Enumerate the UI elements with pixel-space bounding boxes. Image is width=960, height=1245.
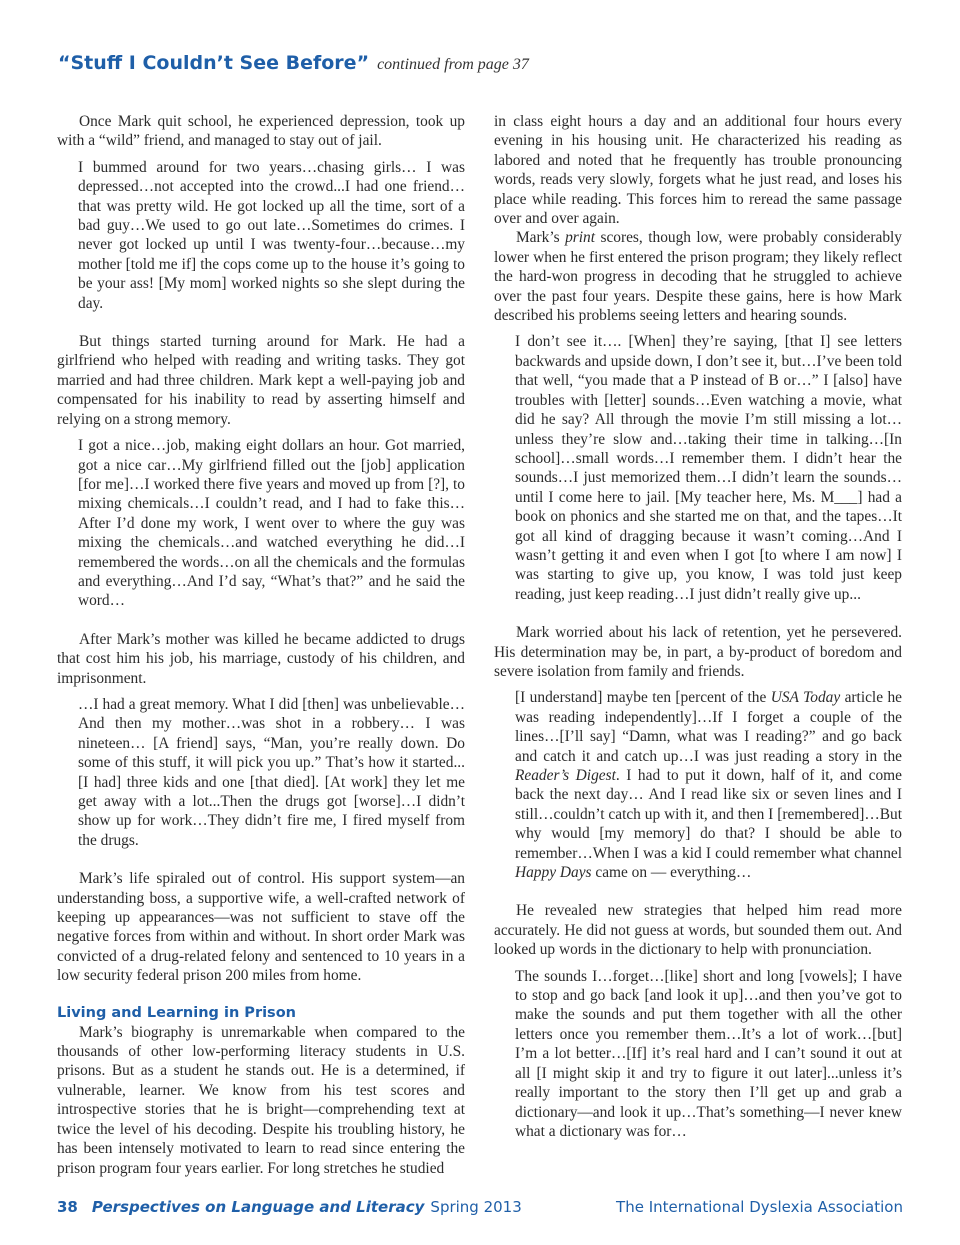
block-quote: …I had a great memory. What I did [then] was unbelievable…And then my mother…was shot in a robbery… I was nineteen… [A friend] says, “Man, you’re really down. Do some of this stuff, it will pick you up.” That’s how it started...[I had] three kids and one [that died]. [At work] they let me get away with a lot...Then the drugs got [worse]…I didn’t show up for work…They didn’t fire me, I fired myself from the drugs. — [78, 695, 465, 849]
text-run: article he was reading independently]…If I forget a couple of the lines…[I’ll say] “Damn, what was I reading?” and go back and catch it and catch up…I was just reading a story in the — [515, 689, 902, 765]
paragraph: Once Mark quit school, he experienced depression, took up with a “wild” friend, and managed to stay out of jail. — [57, 113, 465, 150]
block-quote: I don’t see it…. [When] they’re saying, [that I] see letters backwards and upside down, I don’t see it, but…I’ve been told that well, “you made that a P instead of B or…” I [also] have troubles with [letter] sounds…Even watching a movie, what did he say? All through the movie I’m still missing a lot…unless they’re slow and…taking their time in talking…[In school]…small words…I remember them. I didn’t hear the sounds…I just memorized them…I didn’t learn the sounds…until I come here to jail. [My teacher here, Ms. M___] had a book on phonics and she started me on that, and the tapes…It got all kind of dragging because it wasn’t coming…And I wasn’t getting it and even when I got [to where I am now] I was starting to give up, you know, I was told just keep reading, just keep reading…I just didn’t really give up... — [515, 333, 902, 603]
paragraph: Mark worried about his lack of retention, yet he persevered. His determination may be, in part, a by-product of boredom and severe isolation from family and friends. — [494, 624, 902, 680]
text-run: came on — everything… — [591, 864, 752, 882]
emphasis: print — [565, 229, 595, 247]
block-quote: I got a nice…job, making eight dollars an hour. Got married, got a nice car…My girlfriend filled out the [job] application [for me]…I worked there five years and moved up from [?], to mixing chemicals…I couldn’t read, and I had to fake this…After I’d done my work, I went over to where the guy was mixing the chemicals…and watched everything he did…I remembered the words…on all the chemicals and the formulas and everything…And I’d say, “What’s that?” and he said the word… — [78, 437, 465, 610]
left-column — [57, 112, 465, 1178]
paragraph — [494, 228, 902, 325]
paragraph: Mark’s life spiraled out of control. His support system—an understanding boss, a supportive wife, a well-crafted network of keeping up appearances—was not sufficient to stave off the negative forces from within and without. In short order Mark was convicted of a drug-related felony and sentenced to 10 years in a low security federal prison 200 miles from home. — [57, 870, 465, 985]
paragraph: Mark’s biography is unremarkable when compared to the thousands of other low-performing literacy students in U.S. prisons. But as a student he stands out. He is a determined, if vulnerable, learner. We know from his test scores and introspective stories that he is bright—comprehending text at twice the level of his decoding. Despite his troubling history, he has been intensely motivated to learn to read since entering the prison program four years earlier. For long stretches he studied — [57, 1023, 465, 1177]
block-quote: I bummed around for two years…chasing girls… I was depressed…not accepted into the crowd...I had one friend…that was pretty wild. He got locked up all the time, sort of a bad guy…We used to go out late…Sometimes do crimes. I never got locked up until I was twenty-four…because…my mother [told me if] the cops come up to the house it’s going to be your ass! [My mom] worked nights so she slept during the day. — [78, 158, 465, 312]
emphasis: Reader’s Digest — [515, 767, 616, 784]
block-quote: The sounds I…forget…[like] short and long [vowels]; I have to stop and go back [and look it up]…and then you’ve got to make the sounds and put them together with all the other letters once you remember them…It’s a lot of work…[but] I’m a lot better…[If] it’s real hard and I can’t sound it out at all [I might skip it and try to figure it out later]...unless it’s really important to the story then I’ll get up and grab a dictionary—and look it up…That’s something—I never knew what a dictionary was for… — [515, 967, 902, 1140]
page-number: 38 — [57, 1198, 78, 1216]
emphasis: USA Today — [770, 689, 841, 707]
article-title: “Stuff I Couldn’t See Before” — [58, 52, 370, 74]
continued-note: continued from page 37 — [377, 56, 529, 73]
emphasis: Happy Days — [515, 864, 592, 882]
page-footer — [57, 1198, 903, 1220]
block-quote — [515, 688, 902, 882]
text-run: . I had to put it down, half of it, and come back the next day… And I read like six or seven lines and I still…couldn’t catch up with it, and then I [remembered]…But why would [my memory] do that? I should be able to remember…When I was a kid I could remember what channel — [515, 767, 902, 862]
text-run: scores, though low, were probably considerably lower when he first entered the prison program; they likely reflect the hard-won progress in decoding that he struggled to achieve over the past four years. Despite these gains, here is how Mark described his problems seeing letters and hearing sounds. — [494, 229, 902, 325]
paragraph: He revealed new strategies that helped him read more accurately. He did not guess at words, but sounded them out. And looked up words in the dictionary to help with pronunciation. — [494, 902, 902, 959]
paragraph: After Mark’s mother was killed he became addicted to drugs that cost him his job, his marriage, custody of his children, and imprisonment. — [57, 630, 465, 687]
organization-name: The International Dyslexia Association — [616, 1198, 903, 1216]
right-column — [494, 112, 902, 1141]
text-run: Mark’s — [516, 229, 566, 247]
section-heading: Living and Learning in Prison — [57, 1004, 296, 1021]
journal-title: Perspectives on Language and Literacy — [91, 1198, 425, 1216]
paragraph: But things started turning around for Mark. He had a girlfriend who helped with reading and writing tasks. They got married and had three children. Mark kept a well-paying job and compensated for his inability to read by asserting himself and relying on a strong memory. — [57, 333, 465, 428]
running-header — [58, 52, 529, 74]
text-run: [I understand] maybe ten [percent of the — [515, 689, 771, 707]
issue-date: Spring 2013 — [430, 1198, 522, 1216]
paragraph: in class eight hours a day and an additional four hours every evening in his housing unit. He characterized his reading as labored and noted that he frequently has trouble pronouncing words, reads very slowly, forgets what he just read, and loses his place while reading. This forces him to reread the same passage over and over again. — [494, 113, 902, 228]
